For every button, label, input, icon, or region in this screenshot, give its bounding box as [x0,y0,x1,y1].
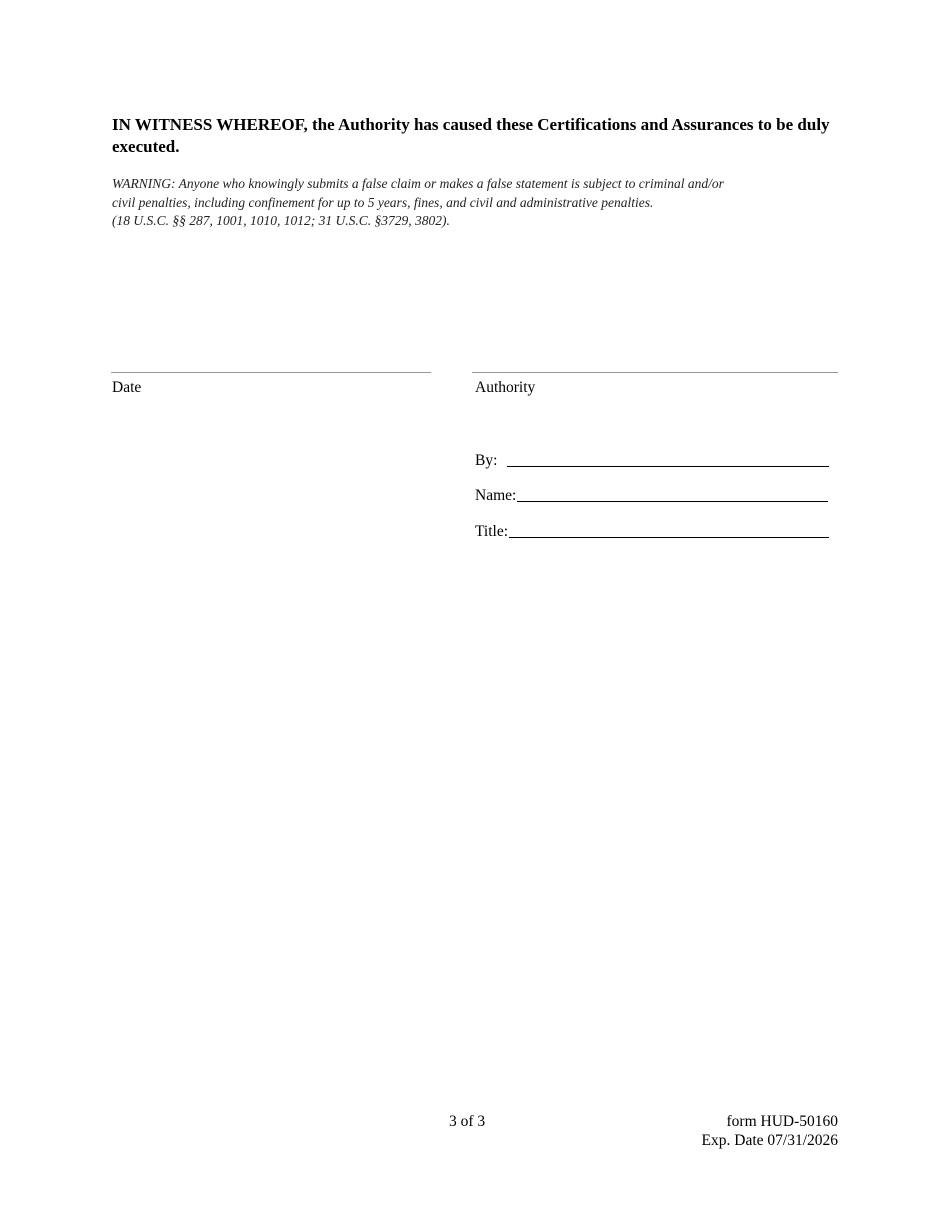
warning-text [112,175,724,231]
expiration-date: Exp. Date 07/31/2026 [701,1132,838,1149]
warning-line-1: WARNING: Anyone who knowingly submits a false claim or makes a false statement is subject to criminal and/or [112,176,724,191]
date-label: Date [112,379,142,396]
form-info [702,1112,838,1150]
witness-heading: IN WITNESS WHEREOF, the Authority has caused these Certifications and Assurances to be duly executed. [112,115,830,156]
warning-line-3: (18 U.S.C. §§ 287, 1001, 1010, 1012; 31 U.S.C. §3729, 3802). [112,213,450,228]
authority-label: Authority [475,379,536,396]
by-label: By: [475,452,498,469]
title-label: Title: [475,523,509,540]
authority-signature-line[interactable] [472,372,838,373]
warning-line-2: civil penalties, including confinement for up to 5 years, fines, and civil and administrative penalties. [112,194,654,210]
page-number: 3 of 3 [449,1113,486,1130]
by-line[interactable] [507,465,829,467]
date-signature-line[interactable] [111,372,431,373]
by-field[interactable] [475,452,829,470]
name-field[interactable] [475,487,828,505]
title-line[interactable] [509,536,829,538]
title-field[interactable] [475,523,829,541]
form-number: form HUD-50160 [726,1113,838,1130]
name-line[interactable] [517,500,828,502]
name-label: Name: [475,487,517,504]
